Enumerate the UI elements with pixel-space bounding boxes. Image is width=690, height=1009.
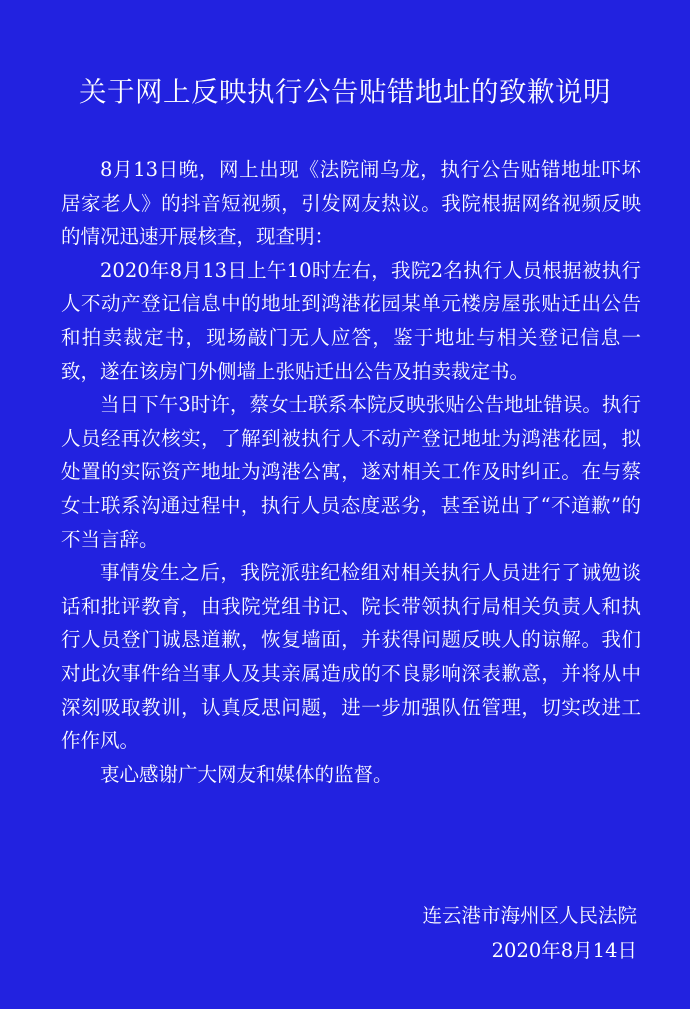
signature-block [277,898,637,968]
court-name: 连云港市海州区人民法院 [422,904,637,927]
notice-body [61,153,641,791]
paragraph-incident: 8月13日晚，网上出现《法院闹乌龙，执行公告贴错地址吓坏居家老人》的抖音短视频，引发网友热议。我院根据网络视频反映的情况迅速开展核查，现查明： [61,158,641,249]
paragraph-apology: 事情发生之后，我院派驻纪检组对相关执行人员进行了诫勉谈话和批评教育，由我院党组书记、院长带领执行局相关负责人和执行人员登门诚恳道歉，恢复墙面，并获得问题反映人的谅解。我们对此次事件给当事人及其亲属造成的不良影响深表歉意，并将从中深刻吸取教训，认真反思问题，进一步加强队伍管理，切实改进工作作风。 [61,561,641,753]
paragraph-thanks: 衷心感谢广大网友和媒体的监督。 [100,762,393,786]
notice-title: 关于网上反映执行公告贴错地址的致歉说明 [79,76,611,108]
signature-date: 2020年8月14日 [491,939,637,962]
paragraph-posting: 2020年8月13日上午10时左右，我院2名执行人员根据被执行人不动产登记信息中的地址到鸿港花园某单元楼房屋张贴迁出公告和拍卖裁定书，现场敲门无人应答，鉴于地址与相关登记信息一致，遂在该房门外侧墙上张贴迁出公告及拍卖裁定书。 [61,258,641,383]
paragraph-correction: 当日下午3时许，蔡女士联系本院反映张贴公告地址错误。执行人员经再次核实，了解到被执行人不动产登记地址为鸿港花园，拟处置的实际资产地址为鸿港公寓，遂对相关工作及时纠正。在与蔡女士联系沟通过程中，执行人员态度恶劣，甚至说出了“不道歉”的不当言辞。 [61,393,641,551]
